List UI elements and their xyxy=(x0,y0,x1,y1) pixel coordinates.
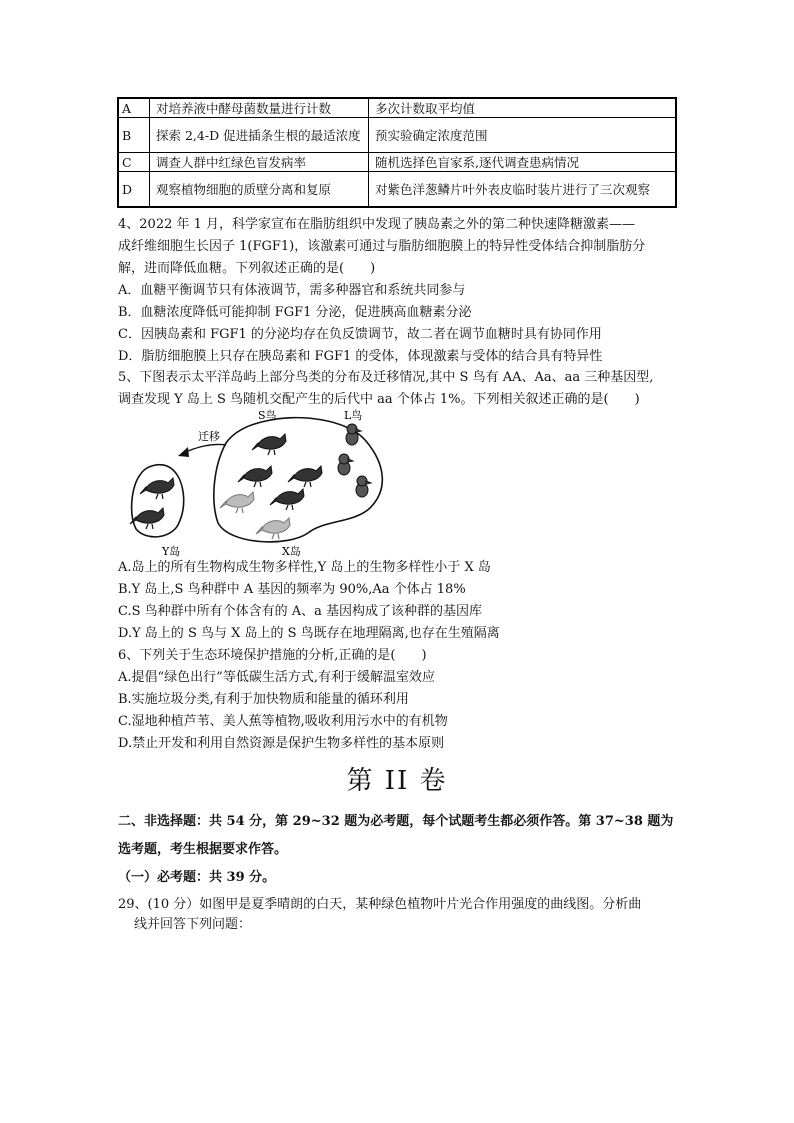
part2-instructions: 二、非选择题：共 54 分，第 29~32 题为必考题，每个试题考生都必须作答。第 37~38 题为 xyxy=(118,814,674,829)
arrow-head xyxy=(178,447,189,457)
q5-option-a: A.岛上的所有生物构成生物多样性,Y 岛上的生物多样性小于 X 岛 xyxy=(118,560,491,575)
options-table xyxy=(117,97,677,208)
q5-stem-line: 5、下图表示太平洋岛屿上部分鸟类的分布及迁移情况,其中 S 鸟有 AA、Aa、aa 三种基因型, xyxy=(118,370,654,385)
q4-stem-line: 4、2022 年 1 月，科学家宣布在脂肪组织中发现了胰岛素之外的第二种快速降糖激素—— xyxy=(118,217,636,232)
table-row xyxy=(118,118,676,153)
q6-option-d: D.禁止开发和利用自然资源是保护生物多样性的基本原则 xyxy=(118,736,445,751)
q5-option-c: C.S 鸟种群中所有个体含有的 A、a 基因构成了该种群的基因库 xyxy=(118,604,483,619)
row-note: 随机选择色盲家系,逐代调查患病情况 xyxy=(369,153,677,172)
table-row xyxy=(118,98,676,118)
y-island-label: Y岛 xyxy=(162,545,181,558)
q4-option-a: A．血糖平衡调节只有体液调节，需多种器官和系统共同参与 xyxy=(118,283,466,298)
row-note: 多次计数取平均值 xyxy=(369,98,677,118)
q4-stem-line: 解，进而降低血糖。下列叙述正确的是( ) xyxy=(118,261,376,276)
l-bird-label: L鸟 xyxy=(344,409,363,422)
row-key: B xyxy=(118,118,150,153)
row-method: 对培养液中酵母菌数量进行计数 xyxy=(150,98,369,118)
q5-option-b: B.Y 岛上,S 鸟种群中 A 基因的频率为 90%,Aa 个体占 18% xyxy=(118,582,466,597)
q5-stem-line: 调查发现 Y 岛上 S 鸟随机交配产生的后代中 aa 个体占 1%。下列相关叙述正确的是( ) xyxy=(118,392,640,407)
q4-option-c: C．因胰岛素和 FGF1 的分泌均存在负反馈调节，故二者在调节血糖时具有协同作用 xyxy=(118,327,602,342)
row-method: 探索 2,4-D 促进插条生根的最适浓度 xyxy=(150,118,369,153)
q6-option-c: C.湿地种植芦苇、美人蕉等植物,吸收利用污水中的有机物 xyxy=(118,714,448,729)
q29-stem-line: 线并回答下列问题： xyxy=(134,917,252,932)
y-island-outline xyxy=(132,465,184,537)
s-bird-label: S鸟 xyxy=(258,409,277,422)
row-key: C xyxy=(118,153,150,172)
required-heading: （一）必考题：共 39 分。 xyxy=(118,870,276,885)
row-key: A xyxy=(118,98,150,118)
row-key: D xyxy=(118,172,150,208)
table-row xyxy=(118,172,676,208)
q29-stem-line: 29、(10 分）如图甲是夏季晴朗的白天，某种绿色植物叶片光合作用强度的曲线图。分析曲 xyxy=(118,897,642,912)
migration-arrow xyxy=(184,444,226,453)
q4-option-b: B．血糖浓度降低可能抑制 FGF1 分泌，促进胰高血糖素分泌 xyxy=(118,305,472,320)
island-figure xyxy=(118,405,518,563)
migrate-label: 迁移 xyxy=(198,430,220,443)
q6-option-b: B.实施垃圾分类,有利于加快物质和能量的循环利用 xyxy=(118,692,409,707)
row-note: 对紫色洋葱鳞片叶外表皮临时装片进行了三次观察 xyxy=(369,172,677,208)
table-row xyxy=(118,153,676,172)
q5-option-d: D.Y 岛上的 S 鸟与 X 岛上的 S 鸟既存在地理隔离,也存在生殖隔离 xyxy=(118,626,500,641)
q6-stem: 6、下列关于生态环境保护措施的分析,正确的是( ) xyxy=(118,648,427,663)
q6-option-a: A.提倡“绿色出行”等低碳生活方式,有利于缓解温室效应 xyxy=(118,670,435,685)
q4-option-d: D．脂肪细胞膜上只存在胰岛素和 FGF1 的受体，体现激素与受体的结合具有特异性 xyxy=(118,349,603,364)
row-method: 观察植物细胞的质壁分离和复原 xyxy=(150,172,369,208)
island-diagram xyxy=(118,405,518,563)
row-note: 预实验确定浓度范围 xyxy=(369,118,677,153)
x-island-label: X岛 xyxy=(282,545,301,558)
row-method: 调查人群中红绿色盲发病率 xyxy=(150,153,369,172)
section-title: 第 II 卷 xyxy=(346,766,448,796)
q4-stem-line: 成纤维细胞生长因子 1(FGF1)，该激素可通过与脂肪细胞膜上的特异性受体结合抑制脂肪分 xyxy=(118,239,646,254)
part2-instructions: 选考题，考生根据要求作答。 xyxy=(118,842,288,857)
